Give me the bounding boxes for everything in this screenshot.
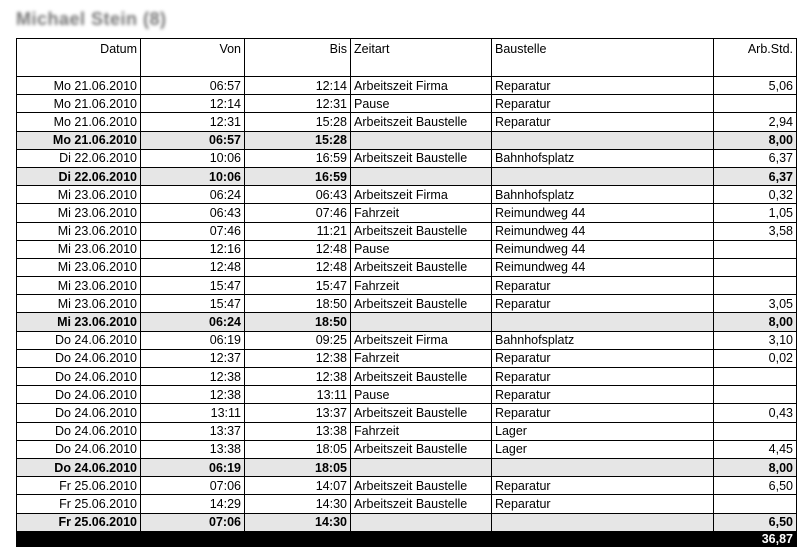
- cell-datum: Mo 21.06.2010: [17, 77, 141, 95]
- cell-zeitart: Arbeitszeit Baustelle: [351, 222, 492, 240]
- day-total-row[interactable]: [17, 313, 797, 331]
- cell-von: 13:38: [141, 440, 245, 458]
- table-row[interactable]: [17, 295, 797, 313]
- cell-datum: Mi 23.06.2010: [17, 258, 141, 276]
- cell-datum: Do 24.06.2010: [17, 404, 141, 422]
- cell-bis: 12:48: [245, 258, 351, 276]
- table-row[interactable]: [17, 149, 797, 167]
- cell-baustelle: Reparatur: [492, 277, 714, 295]
- cell-datum: Mi 23.06.2010: [17, 240, 141, 258]
- cell-datum: Fr 25.06.2010: [17, 477, 141, 495]
- cell-arbeitsstunden: 8,00: [714, 313, 797, 331]
- cell-baustelle: [492, 458, 714, 476]
- cell-von: 10:06: [141, 167, 245, 185]
- cell-von: 12:31: [141, 113, 245, 131]
- cell-bis: 18:05: [245, 440, 351, 458]
- cell-arbeitsstunden: 3,58: [714, 222, 797, 240]
- cell-zeitart: [351, 513, 492, 531]
- table-row[interactable]: [17, 258, 797, 276]
- cell-datum: Mo 21.06.2010: [17, 131, 141, 149]
- cell-arbeitsstunden: [714, 258, 797, 276]
- table-row[interactable]: [17, 422, 797, 440]
- table-row[interactable]: [17, 277, 797, 295]
- cell-von: 07:06: [141, 513, 245, 531]
- table-row[interactable]: [17, 495, 797, 513]
- cell-baustelle: Reimundweg 44: [492, 240, 714, 258]
- cell-arbeitsstunden: 3,10: [714, 331, 797, 349]
- cell-zeitart: Arbeitszeit Baustelle: [351, 149, 492, 167]
- cell-bis: 07:46: [245, 204, 351, 222]
- column-header-baustelle[interactable]: Baustelle: [492, 39, 714, 77]
- cell-bis: 13:11: [245, 386, 351, 404]
- cell-datum: Di 22.06.2010: [17, 167, 141, 185]
- cell-arbeitsstunden: 0,02: [714, 349, 797, 367]
- day-total-row[interactable]: [17, 167, 797, 185]
- cell-arbeitsstunden: 4,45: [714, 440, 797, 458]
- cell-bis: 12:31: [245, 95, 351, 113]
- table-row[interactable]: [17, 368, 797, 386]
- cell-datum: Do 24.06.2010: [17, 349, 141, 367]
- total-spacer: [351, 531, 492, 546]
- cell-baustelle: Reparatur: [492, 295, 714, 313]
- cell-zeitart: [351, 131, 492, 149]
- cell-baustelle: Reparatur: [492, 495, 714, 513]
- cell-bis: 15:47: [245, 277, 351, 295]
- cell-bis: 18:50: [245, 313, 351, 331]
- table-row[interactable]: [17, 95, 797, 113]
- cell-arbeitsstunden: [714, 240, 797, 258]
- column-header-arbeitsstunden[interactable]: Arb.Std.: [714, 39, 797, 77]
- day-total-row[interactable]: [17, 458, 797, 476]
- cell-arbeitsstunden: 8,00: [714, 458, 797, 476]
- cell-baustelle: Reparatur: [492, 349, 714, 367]
- cell-bis: 13:38: [245, 422, 351, 440]
- cell-datum: Mo 21.06.2010: [17, 95, 141, 113]
- cell-zeitart: Arbeitszeit Firma: [351, 331, 492, 349]
- cell-von: 06:57: [141, 77, 245, 95]
- cell-baustelle: Reparatur: [492, 77, 714, 95]
- column-header-bis[interactable]: Bis: [245, 39, 351, 77]
- table-row[interactable]: [17, 240, 797, 258]
- table-body: [17, 77, 797, 532]
- column-header-von[interactable]: Von: [141, 39, 245, 77]
- cell-zeitart: Fahrzeit: [351, 422, 492, 440]
- cell-bis: 06:43: [245, 186, 351, 204]
- cell-zeitart: Fahrzeit: [351, 204, 492, 222]
- cell-bis: 11:21: [245, 222, 351, 240]
- cell-datum: Mi 23.06.2010: [17, 186, 141, 204]
- cell-baustelle: Reparatur: [492, 113, 714, 131]
- cell-von: 12:16: [141, 240, 245, 258]
- cell-arbeitsstunden: 6,37: [714, 167, 797, 185]
- cell-baustelle: Bahnhofsplatz: [492, 331, 714, 349]
- cell-baustelle: Reimundweg 44: [492, 222, 714, 240]
- total-spacer: [245, 531, 351, 546]
- cell-arbeitsstunden: 3,05: [714, 295, 797, 313]
- cell-zeitart: Arbeitszeit Firma: [351, 186, 492, 204]
- cell-bis: 15:28: [245, 113, 351, 131]
- cell-von: 06:43: [141, 204, 245, 222]
- cell-bis: 13:37: [245, 404, 351, 422]
- header-row: [17, 39, 797, 77]
- cell-von: 06:19: [141, 458, 245, 476]
- cell-bis: 12:38: [245, 368, 351, 386]
- cell-zeitart: Arbeitszeit Baustelle: [351, 295, 492, 313]
- cell-von: 14:29: [141, 495, 245, 513]
- cell-datum: Mi 23.06.2010: [17, 313, 141, 331]
- day-total-row[interactable]: [17, 131, 797, 149]
- cell-baustelle: Bahnhofsplatz: [492, 186, 714, 204]
- cell-von: 12:38: [141, 368, 245, 386]
- cell-arbeitsstunden: 1,05: [714, 204, 797, 222]
- cell-zeitart: [351, 167, 492, 185]
- cell-bis: 18:50: [245, 295, 351, 313]
- cell-datum: Mi 23.06.2010: [17, 295, 141, 313]
- cell-zeitart: Pause: [351, 95, 492, 113]
- total-row: [17, 531, 797, 546]
- total-spacer: [492, 531, 714, 546]
- cell-bis: 12:14: [245, 77, 351, 95]
- cell-zeitart: [351, 313, 492, 331]
- cell-von: 12:37: [141, 349, 245, 367]
- cell-von: 12:14: [141, 95, 245, 113]
- cell-arbeitsstunden: [714, 368, 797, 386]
- cell-datum: Do 24.06.2010: [17, 331, 141, 349]
- cell-datum: Di 22.06.2010: [17, 149, 141, 167]
- table-row[interactable]: [17, 386, 797, 404]
- cell-zeitart: Arbeitszeit Baustelle: [351, 404, 492, 422]
- cell-baustelle: Reparatur: [492, 386, 714, 404]
- table-row[interactable]: [17, 186, 797, 204]
- cell-datum: Do 24.06.2010: [17, 422, 141, 440]
- column-header-zeitart[interactable]: Zeitart: [351, 39, 492, 77]
- cell-von: 06:24: [141, 313, 245, 331]
- cell-bis: 14:30: [245, 495, 351, 513]
- cell-arbeitsstunden: 2,94: [714, 113, 797, 131]
- cell-zeitart: Fahrzeit: [351, 277, 492, 295]
- cell-baustelle: Lager: [492, 422, 714, 440]
- cell-von: 06:19: [141, 331, 245, 349]
- cell-von: 13:37: [141, 422, 245, 440]
- cell-von: 12:48: [141, 258, 245, 276]
- cell-baustelle: Reimundweg 44: [492, 204, 714, 222]
- cell-arbeitsstunden: 6,37: [714, 149, 797, 167]
- table-row[interactable]: [17, 113, 797, 131]
- total-spacer: [141, 531, 245, 546]
- cell-baustelle: [492, 167, 714, 185]
- cell-zeitart: Arbeitszeit Baustelle: [351, 113, 492, 131]
- total-hours: 36,87: [714, 531, 797, 546]
- cell-arbeitsstunden: 6,50: [714, 513, 797, 531]
- cell-arbeitsstunden: [714, 386, 797, 404]
- table-row[interactable]: [17, 77, 797, 95]
- table-row[interactable]: [17, 477, 797, 495]
- cell-baustelle: Reparatur: [492, 477, 714, 495]
- table-row[interactable]: [17, 404, 797, 422]
- cell-arbeitsstunden: [714, 95, 797, 113]
- cell-zeitart: Arbeitszeit Baustelle: [351, 495, 492, 513]
- table-row[interactable]: [17, 204, 797, 222]
- cell-von: 06:57: [141, 131, 245, 149]
- cell-bis: 15:28: [245, 131, 351, 149]
- cell-datum: Do 24.06.2010: [17, 368, 141, 386]
- cell-zeitart: Arbeitszeit Baustelle: [351, 368, 492, 386]
- table-row[interactable]: [17, 349, 797, 367]
- cell-von: 15:47: [141, 277, 245, 295]
- cell-bis: 14:07: [245, 477, 351, 495]
- cell-datum: Mi 23.06.2010: [17, 204, 141, 222]
- cell-zeitart: [351, 458, 492, 476]
- timesheet-table: [16, 38, 797, 547]
- cell-von: 10:06: [141, 149, 245, 167]
- cell-bis: 12:48: [245, 240, 351, 258]
- table-row[interactable]: [17, 222, 797, 240]
- cell-zeitart: Arbeitszeit Baustelle: [351, 477, 492, 495]
- cell-baustelle: Reparatur: [492, 95, 714, 113]
- cell-baustelle: [492, 513, 714, 531]
- cell-bis: 14:30: [245, 513, 351, 531]
- cell-arbeitsstunden: 5,06: [714, 77, 797, 95]
- cell-zeitart: Pause: [351, 386, 492, 404]
- cell-datum: Do 24.06.2010: [17, 458, 141, 476]
- cell-von: 12:38: [141, 386, 245, 404]
- page-title: Michael Stein (8): [16, 9, 167, 29]
- cell-arbeitsstunden: 8,00: [714, 131, 797, 149]
- cell-arbeitsstunden: [714, 422, 797, 440]
- cell-baustelle: Lager: [492, 440, 714, 458]
- cell-bis: 18:05: [245, 458, 351, 476]
- cell-von: 07:46: [141, 222, 245, 240]
- cell-datum: Mo 21.06.2010: [17, 113, 141, 131]
- cell-zeitart: Arbeitszeit Baustelle: [351, 258, 492, 276]
- cell-baustelle: [492, 131, 714, 149]
- cell-von: 06:24: [141, 186, 245, 204]
- table-row[interactable]: [17, 331, 797, 349]
- cell-baustelle: Bahnhofsplatz: [492, 149, 714, 167]
- cell-von: 15:47: [141, 295, 245, 313]
- cell-datum: Do 24.06.2010: [17, 440, 141, 458]
- cell-baustelle: Reparatur: [492, 404, 714, 422]
- total-spacer: [17, 531, 141, 546]
- cell-bis: 12:38: [245, 349, 351, 367]
- cell-arbeitsstunden: 0,32: [714, 186, 797, 204]
- cell-datum: Fr 25.06.2010: [17, 513, 141, 531]
- cell-datum: Fr 25.06.2010: [17, 495, 141, 513]
- day-total-row[interactable]: [17, 513, 797, 531]
- cell-baustelle: Reimundweg 44: [492, 258, 714, 276]
- cell-zeitart: Pause: [351, 240, 492, 258]
- cell-von: 07:06: [141, 477, 245, 495]
- column-header-datum[interactable]: Datum: [17, 39, 141, 77]
- cell-bis: 09:25: [245, 331, 351, 349]
- cell-datum: Do 24.06.2010: [17, 386, 141, 404]
- cell-arbeitsstunden: 6,50: [714, 477, 797, 495]
- cell-baustelle: Reparatur: [492, 368, 714, 386]
- cell-datum: Mi 23.06.2010: [17, 222, 141, 240]
- cell-zeitart: Arbeitszeit Baustelle: [351, 440, 492, 458]
- cell-arbeitsstunden: [714, 495, 797, 513]
- cell-bis: 16:59: [245, 149, 351, 167]
- cell-bis: 16:59: [245, 167, 351, 185]
- cell-baustelle: [492, 313, 714, 331]
- table-row[interactable]: [17, 440, 797, 458]
- cell-von: 13:11: [141, 404, 245, 422]
- cell-arbeitsstunden: 0,43: [714, 404, 797, 422]
- cell-datum: Mi 23.06.2010: [17, 277, 141, 295]
- cell-zeitart: Fahrzeit: [351, 349, 492, 367]
- cell-zeitart: Arbeitszeit Firma: [351, 77, 492, 95]
- cell-arbeitsstunden: [714, 277, 797, 295]
